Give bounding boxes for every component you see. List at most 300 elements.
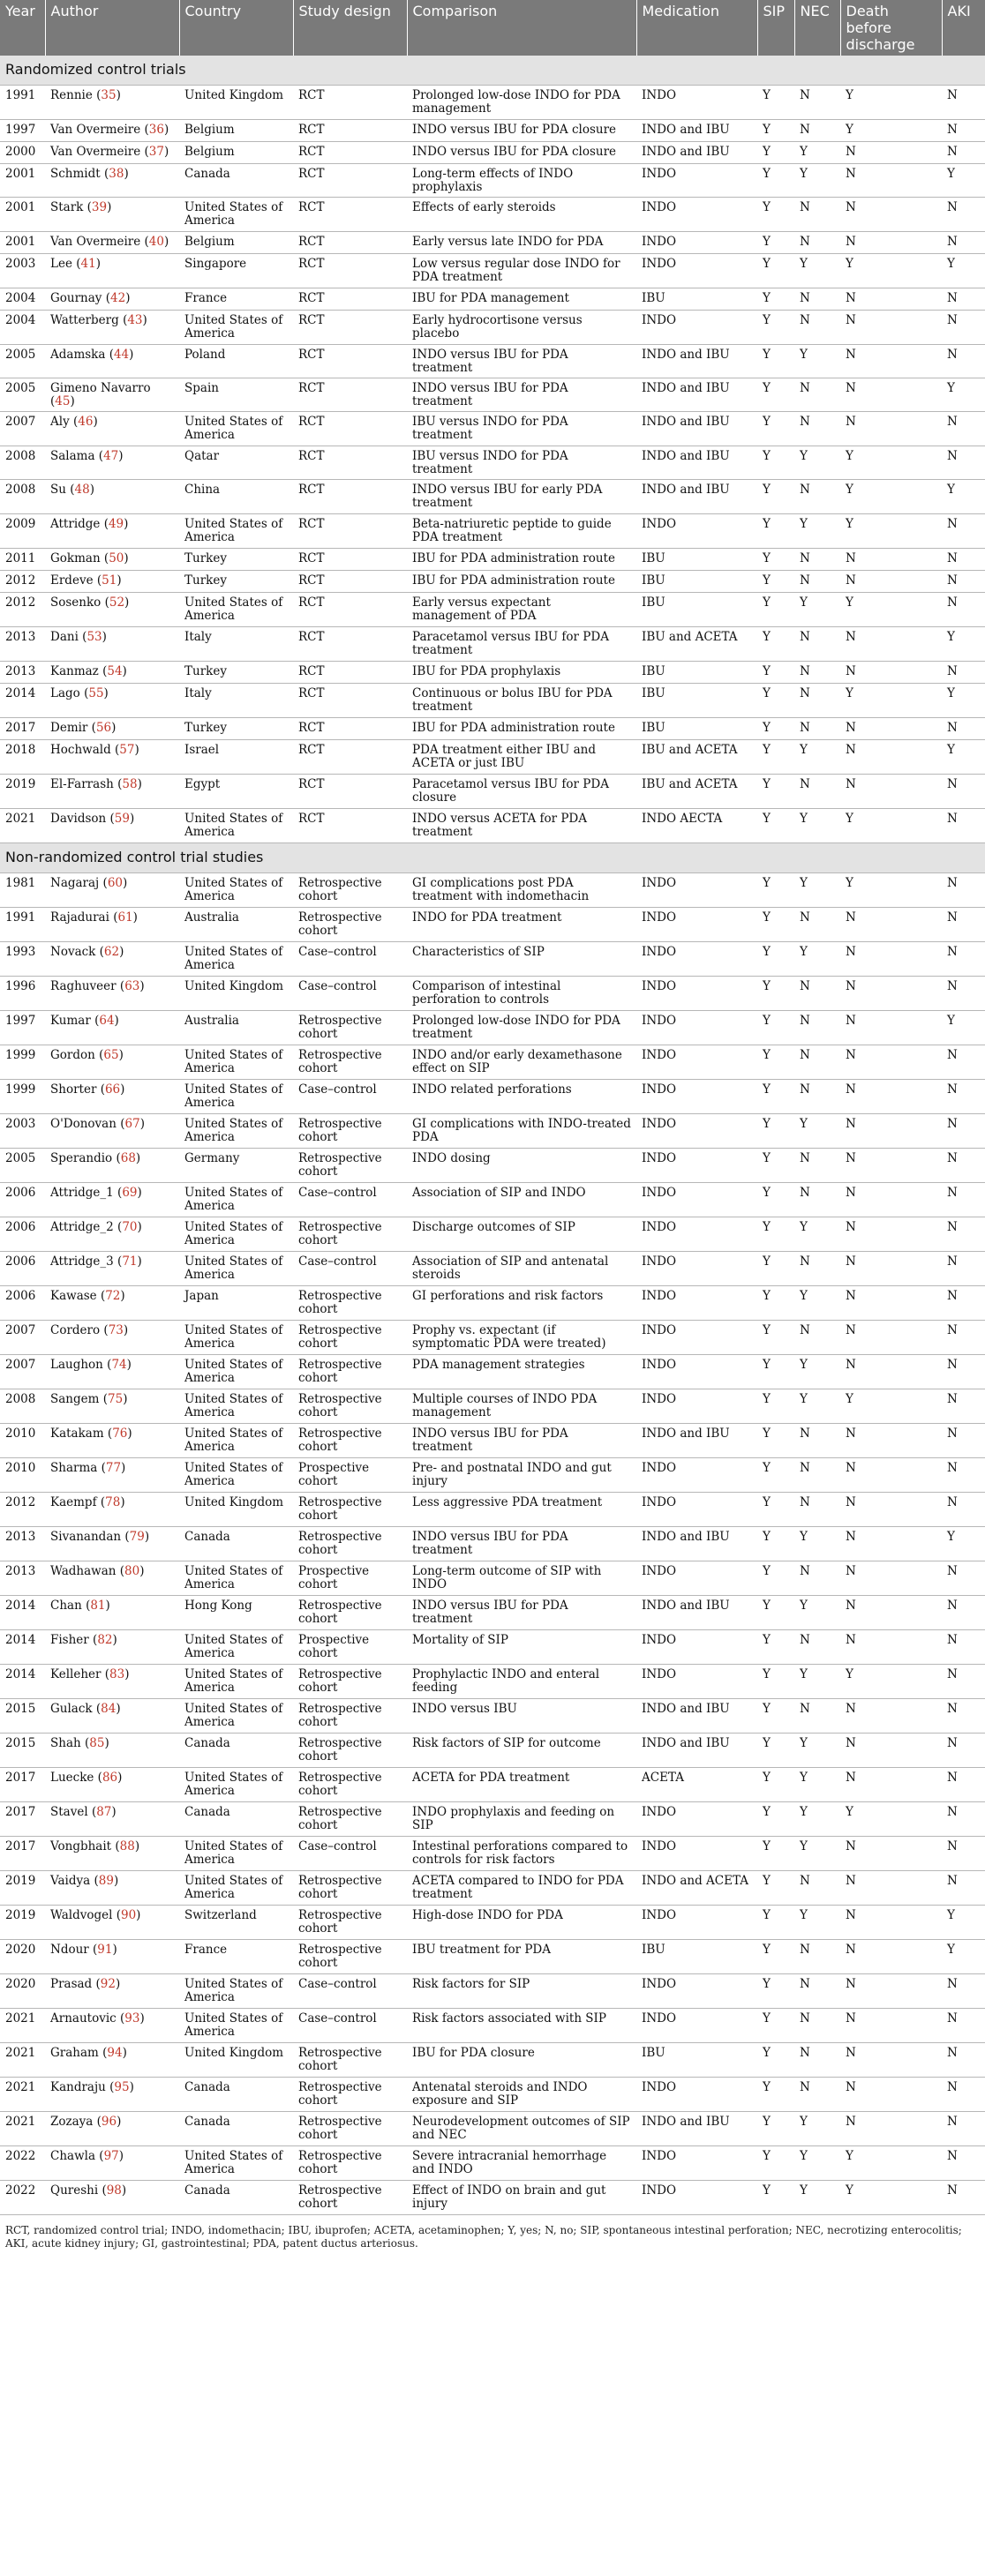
year-cell: 2014 [0, 1665, 45, 1699]
aki-cell: Y [942, 1906, 985, 1940]
sip-cell: Y [757, 311, 794, 345]
reference-link[interactable]: 80 [124, 1564, 140, 1578]
reference-link[interactable]: 47 [103, 449, 119, 463]
design-cell: Retrospective cohort [293, 1940, 407, 1974]
author-cell: Kaempf (78) [45, 1493, 179, 1527]
death-cell: N [840, 1149, 942, 1183]
reference-link[interactable]: 97 [103, 2149, 119, 2163]
author-cell: Shorter (66) [45, 1080, 179, 1114]
nec-cell: Y [794, 1665, 840, 1699]
death-cell: N [840, 1321, 942, 1355]
nec-cell: N [794, 977, 840, 1011]
author-name: Chawla [50, 2149, 95, 2163]
reference-link[interactable]: 57 [119, 743, 135, 757]
nec-cell: N [794, 1561, 840, 1596]
reference-link[interactable]: 43 [127, 313, 143, 327]
death-cell: N [840, 142, 942, 164]
reference-link[interactable]: 58 [122, 777, 138, 791]
reference-link[interactable]: 85 [89, 1736, 105, 1750]
comparison-cell: GI perforations and risk factors [407, 1286, 636, 1321]
reference-link[interactable]: 44 [113, 348, 130, 362]
reference-link[interactable]: 93 [124, 2011, 140, 2026]
author-cell: Sosenko (52) [45, 593, 179, 627]
death-cell: N [840, 2078, 942, 2112]
year-cell: 1991 [0, 86, 45, 120]
death-cell: N [840, 1871, 942, 1906]
table-row [0, 1045, 985, 1080]
comparison-cell: Continuous or bolus IBU for PDA treatment [407, 684, 636, 718]
reference-link[interactable]: 36 [148, 123, 164, 137]
design-cell: Retrospective cohort [293, 1665, 407, 1699]
nec-cell: Y [794, 2112, 840, 2146]
author-name: Katakam [50, 1427, 104, 1441]
reference-link[interactable]: 41 [80, 257, 96, 271]
country-cell: United States of America [179, 1114, 293, 1149]
author-cell: Gournay (42) [45, 288, 179, 311]
year-cell: 2017 [0, 1802, 45, 1837]
reference-link[interactable]: 95 [114, 2080, 130, 2094]
author-name: Schmidt [50, 167, 101, 181]
table-row [0, 1424, 985, 1458]
comparison-cell: Early versus expectant management of PDA [407, 593, 636, 627]
reference-link[interactable]: 48 [74, 483, 90, 497]
sip-cell: Y [757, 1389, 794, 1424]
comparison-cell: Prophylactic INDO and enteral feeding [407, 1665, 636, 1699]
author-name: Graham [50, 2046, 99, 2060]
comparison-cell: IBU for PDA prophylaxis [407, 662, 636, 684]
reference-link[interactable]: 79 [129, 1530, 145, 1544]
sip-cell: Y [757, 1665, 794, 1699]
design-cell: Retrospective cohort [293, 2181, 407, 2215]
author-cell: Davidson (59) [45, 809, 179, 843]
death-cell: N [840, 378, 942, 412]
aki-cell: Y [942, 378, 985, 412]
death-cell: Y [840, 1802, 942, 1837]
author-cell: Sivanandan (79) [45, 1527, 179, 1561]
year-cell: 2014 [0, 684, 45, 718]
sip-cell: Y [757, 446, 794, 480]
design-cell: RCT [293, 740, 407, 775]
death-cell: N [840, 1045, 942, 1080]
nec-cell: N [794, 1871, 840, 1906]
reference-link[interactable]: 86 [102, 1771, 118, 1785]
year-cell: 2012 [0, 593, 45, 627]
author-name: Sperandio [50, 1151, 113, 1165]
design-cell: Case–control [293, 977, 407, 1011]
comparison-cell: High-dose INDO for PDA [407, 1906, 636, 1940]
death-cell: N [840, 571, 942, 593]
year-cell: 2004 [0, 311, 45, 345]
medication-cell: IBU [636, 288, 757, 311]
design-cell: RCT [293, 775, 407, 809]
table-row [0, 164, 985, 198]
author-name: Sangem [50, 1392, 100, 1406]
medication-cell: IBU [636, 662, 757, 684]
sip-cell: Y [757, 571, 794, 593]
author-cell: Sperandio (68) [45, 1149, 179, 1183]
reference-link[interactable]: 46 [78, 415, 94, 429]
aki-cell: N [942, 977, 985, 1011]
author-name: Kaempf [50, 1495, 97, 1509]
reference-link[interactable]: 54 [107, 664, 123, 678]
reference-link[interactable]: 63 [124, 979, 140, 993]
death-cell: Y [840, 2181, 942, 2215]
country-cell: Israel [179, 740, 293, 775]
author-cell: Waldvogel (90) [45, 1906, 179, 1940]
aki-cell: N [942, 718, 985, 740]
medication-cell: INDO [636, 1149, 757, 1183]
country-cell: United States of America [179, 1183, 293, 1217]
column-header: Country [179, 0, 293, 56]
sip-cell: Y [757, 1424, 794, 1458]
medication-cell: INDO [636, 514, 757, 549]
author-cell: Kawase (72) [45, 1286, 179, 1321]
reference-link[interactable]: 53 [86, 630, 102, 644]
nec-cell: Y [794, 1837, 840, 1871]
country-cell: United States of America [179, 1768, 293, 1802]
death-cell: Y [840, 480, 942, 514]
aki-cell: N [942, 908, 985, 942]
reference-link[interactable]: 61 [117, 910, 133, 925]
year-cell: 2021 [0, 2112, 45, 2146]
reference-link[interactable]: 77 [105, 1461, 122, 1475]
country-cell: Germany [179, 1149, 293, 1183]
author-cell: Katakam (76) [45, 1424, 179, 1458]
reference-link[interactable]: 42 [110, 291, 126, 305]
death-cell: Y [840, 446, 942, 480]
author-cell: Stavel (87) [45, 1802, 179, 1837]
author-name: Chan [50, 1599, 82, 1613]
design-cell: RCT [293, 378, 407, 412]
country-cell: Japan [179, 1286, 293, 1321]
death-cell: N [840, 1493, 942, 1527]
reference-link[interactable]: 73 [108, 1323, 124, 1337]
design-cell: RCT [293, 232, 407, 254]
nec-cell: N [794, 2078, 840, 2112]
year-cell: 2008 [0, 1389, 45, 1424]
year-cell: 2005 [0, 1149, 45, 1183]
medication-cell: INDO and IBU [636, 1596, 757, 1630]
death-cell: Y [840, 514, 942, 549]
comparison-cell: PDA management strategies [407, 1355, 636, 1389]
author-name: Luecke [50, 1771, 94, 1785]
sip-cell: Y [757, 1183, 794, 1217]
reference-link[interactable]: 75 [108, 1392, 124, 1406]
table-row [0, 908, 985, 942]
sip-cell: Y [757, 1045, 794, 1080]
author-name: Shah [50, 1736, 81, 1750]
comparison-cell: Mortality of SIP [407, 1630, 636, 1665]
nec-cell: N [794, 311, 840, 345]
nec-cell: N [794, 1699, 840, 1734]
comparison-cell: ACETA for PDA treatment [407, 1768, 636, 1802]
table-row [0, 1596, 985, 1630]
sip-cell: Y [757, 1286, 794, 1321]
design-cell: RCT [293, 593, 407, 627]
sip-cell: Y [757, 142, 794, 164]
author-cell: Sangem (75) [45, 1389, 179, 1424]
nec-cell: N [794, 1045, 840, 1080]
death-cell: N [840, 740, 942, 775]
reference-link[interactable]: 38 [109, 167, 124, 181]
author-cell: Lee (41) [45, 254, 179, 288]
country-cell: Australia [179, 1011, 293, 1045]
comparison-cell: IBU versus INDO for PDA treatment [407, 412, 636, 446]
country-cell: Canada [179, 1527, 293, 1561]
country-cell: United States of America [179, 2009, 293, 2043]
country-cell: United States of America [179, 412, 293, 446]
comparison-cell: Risk factors associated with SIP [407, 2009, 636, 2043]
aki-cell: Y [942, 1940, 985, 1974]
author-name: Stavel [50, 1805, 88, 1819]
table-row [0, 412, 985, 446]
nec-cell: N [794, 908, 840, 942]
author-cell: Sharma (77) [45, 1458, 179, 1493]
author-name: Salama [50, 449, 95, 463]
table-row [0, 514, 985, 549]
reference-link[interactable]: 91 [97, 1943, 113, 1957]
medication-cell: IBU and ACETA [636, 775, 757, 809]
medication-cell: INDO [636, 1011, 757, 1045]
sip-cell: Y [757, 1596, 794, 1630]
table-row [0, 1080, 985, 1114]
reference-link[interactable]: 72 [105, 1289, 121, 1303]
comparison-cell: Prolonged low-dose INDO for PDA treatment [407, 1011, 636, 1045]
medication-cell: INDO [636, 1355, 757, 1389]
nec-cell: N [794, 480, 840, 514]
comparison-cell: INDO versus IBU [407, 1699, 636, 1734]
reference-link[interactable]: 94 [107, 2046, 123, 2060]
column-header: AKI [942, 0, 985, 56]
aki-cell: N [942, 288, 985, 311]
author-cell: Kandraju (95) [45, 2078, 179, 2112]
aki-cell: N [942, 1699, 985, 1734]
country-cell: United States of America [179, 1665, 293, 1699]
reference-link[interactable]: 35 [101, 88, 117, 102]
reference-link[interactable]: 92 [100, 1977, 116, 1991]
year-cell: 2010 [0, 1458, 45, 1493]
table-row [0, 1630, 985, 1665]
reference-link[interactable]: 66 [104, 1082, 121, 1097]
year-cell: 2022 [0, 2181, 45, 2215]
aki-cell: Y [942, 740, 985, 775]
reference-link[interactable]: 87 [96, 1805, 112, 1819]
design-cell: Case–control [293, 1974, 407, 2009]
country-cell: China [179, 480, 293, 514]
sip-cell: Y [757, 1011, 794, 1045]
reference-link[interactable]: 45 [55, 394, 71, 408]
reference-link[interactable]: 90 [120, 1908, 137, 1922]
year-cell: 2019 [0, 1871, 45, 1906]
author-name: Gournay [50, 291, 102, 305]
reference-link[interactable]: 52 [109, 595, 125, 610]
design-cell: RCT [293, 446, 407, 480]
design-cell: Retrospective cohort [293, 1149, 407, 1183]
comparison-cell: Early hydrocortisone versus placebo [407, 311, 636, 345]
reference-link[interactable]: 82 [97, 1633, 113, 1647]
medication-cell: INDO [636, 1837, 757, 1871]
column-header: Medication [636, 0, 757, 56]
country-cell: United States of America [179, 1217, 293, 1252]
reference-link[interactable]: 98 [106, 2183, 122, 2198]
nec-cell: N [794, 684, 840, 718]
nec-cell: N [794, 378, 840, 412]
year-cell: 2013 [0, 662, 45, 684]
reference-link[interactable]: 65 [103, 1048, 119, 1062]
comparison-cell: Intestinal perforations compared to controls for risk factors [407, 1837, 636, 1871]
sip-cell: Y [757, 775, 794, 809]
nec-cell: N [794, 232, 840, 254]
death-cell: N [840, 1974, 942, 2009]
reference-link[interactable]: 76 [112, 1427, 128, 1441]
author-name: Su [50, 483, 66, 497]
reference-link[interactable]: 78 [105, 1495, 121, 1509]
country-cell: France [179, 288, 293, 311]
medication-cell: IBU [636, 1940, 757, 1974]
country-cell: United States of America [179, 1321, 293, 1355]
year-cell: 2021 [0, 2009, 45, 2043]
medication-cell: INDO [636, 1080, 757, 1114]
table-footnote: RCT, randomized control trial; INDO, indomethacin; IBU, ibuprofen; ACETA, acetaminophen; Y, yes; N, no; SIP, spontaneous intestinal perforation; NEC, necrotizing enterocolitis; AKI, acute kidney injury; GI, gastrointestinal; PDA, patent ductus arteriosus. [5, 2224, 962, 2250]
column-header: Death before discharge [840, 0, 942, 56]
sip-cell: Y [757, 345, 794, 378]
design-cell: RCT [293, 662, 407, 684]
sip-cell: Y [757, 2078, 794, 2112]
reference-link[interactable]: 50 [109, 551, 124, 565]
comparison-cell: PDA treatment either IBU and ACETA or just IBU [407, 740, 636, 775]
author-name: Prasad [50, 1977, 93, 1991]
reference-link[interactable]: 81 [90, 1599, 106, 1613]
reference-link[interactable]: 89 [98, 1874, 114, 1888]
table-row [0, 1149, 985, 1183]
death-cell: N [840, 2043, 942, 2078]
table-row [0, 1011, 985, 1045]
death-cell: N [840, 1768, 942, 1802]
reference-link[interactable]: 64 [99, 1014, 115, 1028]
comparison-cell: INDO dosing [407, 1149, 636, 1183]
sip-cell: Y [757, 873, 794, 908]
country-cell: Canada [179, 164, 293, 198]
reference-link[interactable]: 67 [124, 1117, 140, 1131]
table-row [0, 1837, 985, 1871]
author-name: Zozaya [50, 2115, 94, 2129]
design-cell: Retrospective cohort [293, 1596, 407, 1630]
comparison-cell: Paracetamol versus IBU for PDA treatment [407, 627, 636, 662]
comparison-cell: IBU for PDA administration route [407, 571, 636, 593]
year-cell: 1997 [0, 120, 45, 142]
year-cell: 2006 [0, 1217, 45, 1252]
death-cell: N [840, 1837, 942, 1871]
reference-link[interactable]: 70 [122, 1220, 138, 1234]
year-cell: 2011 [0, 549, 45, 571]
year-cell: 2015 [0, 1734, 45, 1768]
author-cell: Su (48) [45, 480, 179, 514]
aki-cell: N [942, 1355, 985, 1389]
aki-cell: N [942, 1493, 985, 1527]
author-name: Kandraju [50, 2080, 106, 2094]
medication-cell: IBU [636, 549, 757, 571]
reference-link[interactable]: 74 [111, 1358, 127, 1372]
nec-cell: N [794, 1321, 840, 1355]
aki-cell: N [942, 412, 985, 446]
reference-link[interactable]: 83 [109, 1667, 125, 1681]
country-cell: Canada [179, 1734, 293, 1768]
country-cell: Egypt [179, 775, 293, 809]
year-cell: 2012 [0, 571, 45, 593]
country-cell: United States of America [179, 1355, 293, 1389]
author-name: Ndour [50, 1943, 89, 1957]
table-row [0, 549, 985, 571]
sip-cell: Y [757, 809, 794, 843]
reference-link[interactable]: 62 [103, 945, 120, 959]
death-cell: N [840, 1734, 942, 1768]
design-cell: Retrospective cohort [293, 1011, 407, 1045]
reference-link[interactable]: 40 [148, 235, 164, 249]
year-cell: 2015 [0, 1699, 45, 1734]
reference-link[interactable]: 49 [108, 517, 124, 531]
nec-cell: Y [794, 254, 840, 288]
reference-link[interactable]: 68 [120, 1151, 136, 1165]
reference-link[interactable]: 96 [101, 2115, 117, 2129]
reference-link[interactable]: 84 [101, 1702, 117, 1716]
author-name: Arnautovic [50, 2011, 117, 2026]
reference-link[interactable]: 37 [148, 145, 164, 159]
column-header: Study design [293, 0, 407, 56]
reference-link[interactable]: 56 [95, 721, 112, 735]
nec-cell: Y [794, 740, 840, 775]
author-name: Gokman [50, 551, 101, 565]
author-name: Wadhawan [50, 1564, 117, 1578]
nec-cell: Y [794, 164, 840, 198]
column-header: Year [0, 0, 45, 56]
reference-link[interactable]: 39 [91, 200, 108, 214]
author-name: Attridge_3 [50, 1254, 114, 1269]
author-name: Van Overmeire [50, 145, 141, 159]
reference-link[interactable]: 59 [114, 812, 130, 826]
reference-link[interactable]: 88 [119, 1839, 135, 1853]
country-cell: United States of America [179, 809, 293, 843]
aki-cell: Y [942, 254, 985, 288]
aki-cell: Y [942, 164, 985, 198]
reference-link[interactable]: 71 [122, 1254, 138, 1269]
year-cell: 1981 [0, 873, 45, 908]
author-cell: Vongbhait (88) [45, 1837, 179, 1871]
comparison-cell: Characteristics of SIP [407, 942, 636, 977]
table-row [0, 1217, 985, 1252]
medication-cell: INDO and IBU [636, 142, 757, 164]
year-cell: 2005 [0, 378, 45, 412]
author-cell: Arnautovic (93) [45, 2009, 179, 2043]
design-cell: Case–control [293, 1837, 407, 1871]
year-cell: 1999 [0, 1045, 45, 1080]
medication-cell: INDO [636, 908, 757, 942]
reference-link[interactable]: 51 [102, 573, 117, 588]
table-row [0, 1940, 985, 1974]
country-cell: United States of America [179, 873, 293, 908]
design-cell: RCT [293, 809, 407, 843]
reference-link[interactable]: 60 [107, 876, 123, 890]
country-cell: United States of America [179, 1080, 293, 1114]
reference-link[interactable]: 69 [122, 1186, 138, 1200]
author-name: Sosenko [50, 595, 102, 610]
aki-cell: N [942, 1080, 985, 1114]
country-cell: Turkey [179, 718, 293, 740]
sip-cell: Y [757, 2181, 794, 2215]
table-row [0, 2181, 985, 2215]
author-cell: Attridge (49) [45, 514, 179, 549]
reference-link[interactable]: 55 [88, 686, 104, 700]
medication-cell: INDO [636, 254, 757, 288]
